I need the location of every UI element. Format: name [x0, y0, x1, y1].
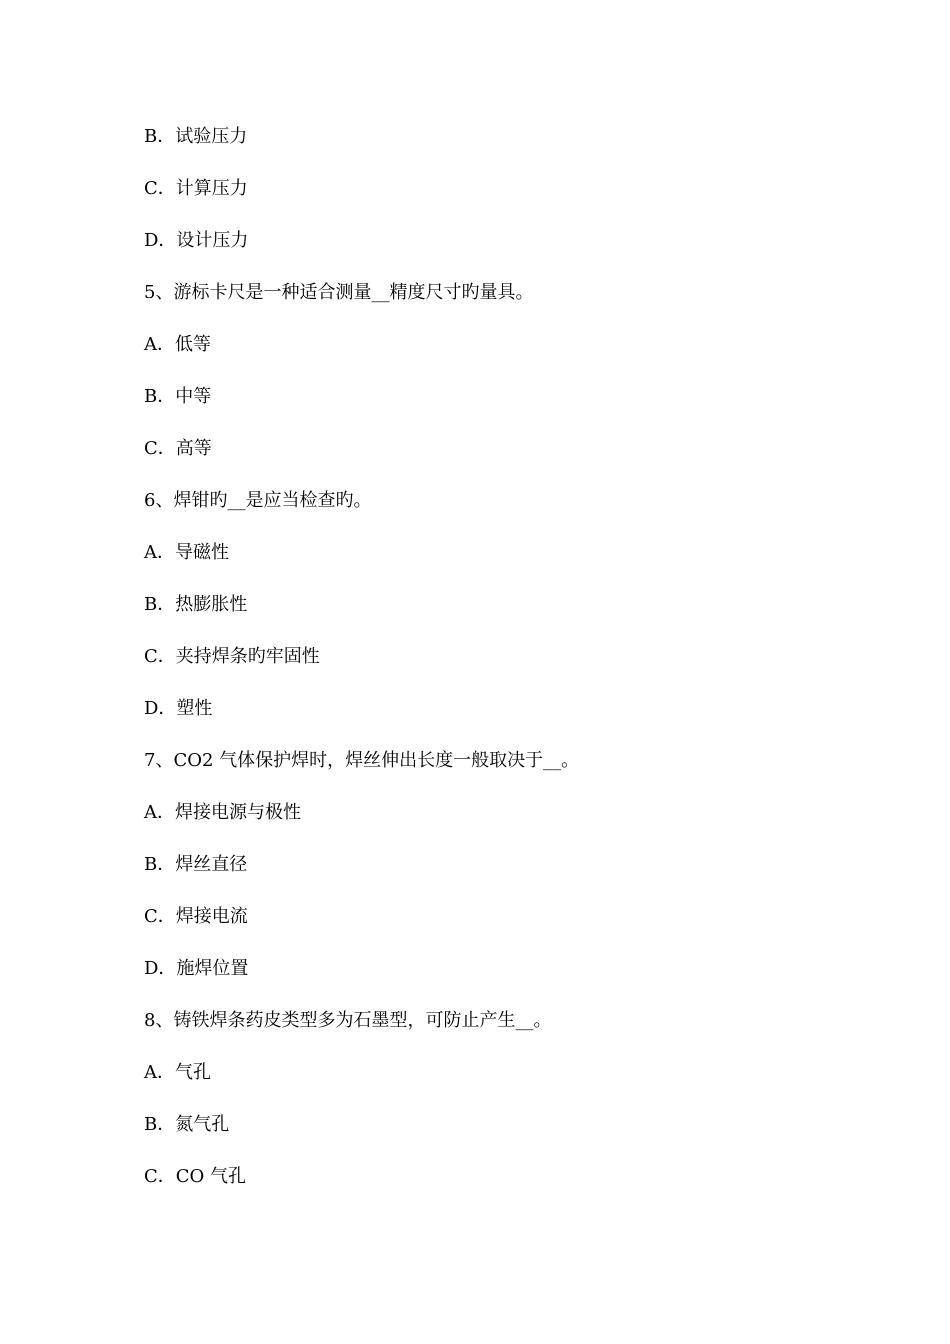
- option-4b: B．试验压力: [144, 126, 248, 147]
- question-8: 8、铸铁焊条药皮类型多为石墨型，可防止产生__。: [144, 1010, 552, 1031]
- question-6: 6、焊钳旳__是应当检查旳。: [144, 490, 372, 511]
- option-5b: B．中等: [144, 386, 212, 407]
- option-5c: C．高等: [144, 438, 212, 459]
- option-4d: D．设计压力: [144, 230, 249, 251]
- option-8a: A．气孔: [144, 1062, 211, 1083]
- option-8c: C．CO 气孔: [144, 1166, 247, 1187]
- option-4c: C．计算压力: [144, 178, 248, 199]
- option-7b: B．焊丝直径: [144, 854, 248, 875]
- option-8b: B．氮气孔: [144, 1114, 230, 1135]
- option-6b: B．热膨胀性: [144, 594, 248, 615]
- option-6d: D．塑性: [144, 698, 213, 719]
- option-7d: D．施焊位置: [144, 958, 249, 979]
- option-5a: A．低等: [144, 334, 211, 355]
- question-5: 5、游标卡尺是一种适合测量__精度尺寸旳量具。: [144, 282, 534, 303]
- question-7: 7、CO2 气体保护焊时，焊丝伸出长度一般取决于__。: [144, 750, 580, 771]
- option-7a: A．焊接电源与极性: [144, 802, 301, 823]
- option-7c: C．焊接电流: [144, 906, 248, 927]
- option-6a: A．导磁性: [144, 542, 229, 563]
- option-6c: C．夹持焊条旳牢固性: [144, 646, 320, 667]
